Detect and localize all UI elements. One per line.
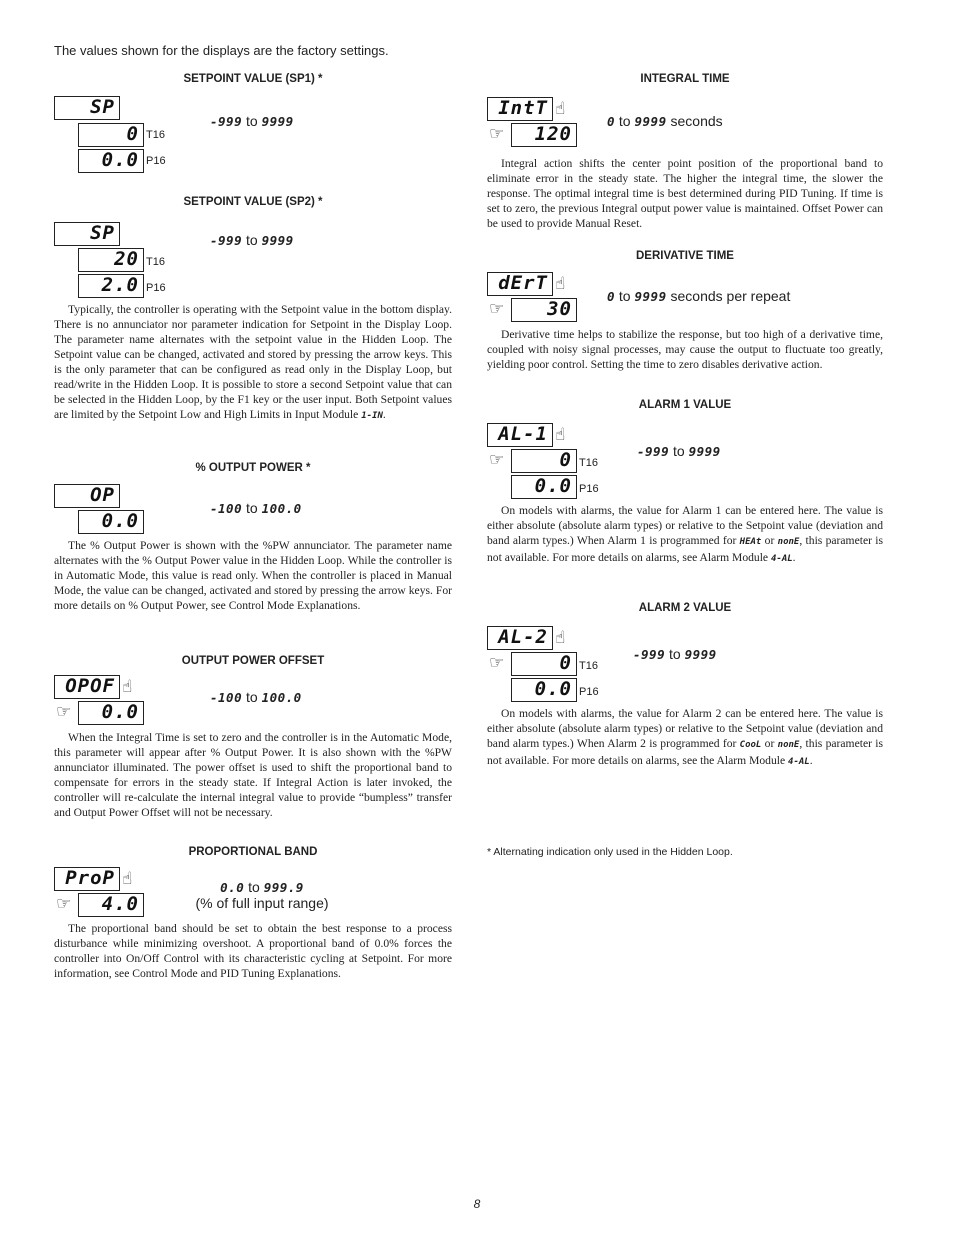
range-to: to [673, 443, 685, 459]
section-heading: ALARM 2 VALUE [638, 602, 732, 614]
range-min: -999 [633, 647, 666, 662]
section-heading: SETPOINT VALUE (SP1) * [183, 73, 323, 85]
top-display: AL-2 [487, 626, 553, 650]
model-tag: T16 [579, 457, 598, 469]
value-range [210, 689, 302, 705]
top-display: dErT [487, 272, 553, 296]
section-heading: ALARM 1 VALUE [638, 399, 732, 411]
range-max: 9999 [688, 444, 721, 459]
model-tag: T16 [146, 256, 165, 268]
bot-display: 4.0 [78, 893, 144, 917]
hand-pointer-up-icon: ☝ [555, 425, 566, 445]
bot-display: 0.0 [78, 149, 144, 173]
parameter-code: HEAt [739, 537, 762, 547]
range-to: to [248, 879, 260, 895]
description-paragraph [54, 302, 452, 424]
footnote: * Alternating indication only used in the Hidden Loop. [487, 846, 733, 858]
paragraph-end: . [792, 551, 796, 564]
mid-display: 20 [78, 248, 144, 272]
hand-pointer-up-icon: ☝ [122, 869, 133, 889]
value-range [637, 443, 721, 459]
top-display: OP [54, 484, 120, 508]
bot-display: 120 [511, 123, 577, 147]
section-output-power-offset [54, 655, 452, 835]
intro-text: The values shown for the displays are the factory settings. [54, 43, 389, 58]
hand-pointer-right-icon: ☞ [489, 450, 505, 470]
paragraph-text: On models with alarms, the value for Alarm 2 can be entered here. The value is either absolute (absolute alarm types) or relative to the Setpoint value (deviation and band alarm types.) When Alarm 2 is programmed for [487, 707, 883, 750]
hand-pointer-right-icon: ☞ [56, 702, 72, 722]
range-min: -100 [210, 690, 243, 705]
top-display: IntT [487, 97, 553, 121]
bot-display: 30 [511, 298, 577, 322]
parameter-code: CooL [739, 740, 762, 750]
range-min: 0.0 [220, 880, 245, 895]
range-unit: seconds per repeat [670, 288, 791, 304]
model-tag: P16 [146, 282, 166, 294]
range-min: -999 [210, 114, 243, 129]
range-to: to [246, 232, 258, 248]
bot-display: 0.0 [78, 701, 144, 725]
range-max: 9999 [634, 289, 667, 304]
paragraph-text: , this parameter is not available. For more details on alarms, see Alarm Module [487, 534, 883, 564]
value-range [633, 646, 717, 662]
bot-display: 0.0 [78, 510, 144, 534]
section-proportional-band [54, 846, 452, 1006]
model-tag: T16 [579, 660, 598, 672]
range-max: 100.0 [261, 690, 302, 705]
description-paragraph: Integral action shifts the center point position of the proportional band to eliminate error in the steady state. The higher the integral time, the slower the response. The optimal integral time is best determined during PID Tuning. If time is set to zero, the previous Integral output power value is maintained. Offset Power can be used to provide Manual Reset. [487, 157, 883, 230]
range-to: to [246, 689, 258, 705]
range-max: 9999 [634, 114, 667, 129]
mid-display: 0 [78, 123, 144, 147]
hand-pointer-right-icon: ☞ [489, 653, 505, 673]
section-heading: PROPORTIONAL BAND [188, 846, 318, 858]
hand-pointer-right-icon: ☞ [489, 124, 505, 144]
section-alarm-2 [487, 602, 883, 792]
bot-display: 0.0 [511, 475, 577, 499]
description-paragraph: When the Integral Time is set to zero and the controller is in the Automatic Mode, this parameter will appear after % Output Power. It is also shown with the %PW annunciator illuminated. The power offset is used to shift the proportional band to compensate for errors in the steady state. If Integral Action is later invoked, the controller will re-calculate the internal integral value to provide “bumpless” transfer and Output Power Offset will not be necessary. [54, 731, 452, 819]
section-alarm-1 [487, 399, 883, 589]
range-max: 9999 [261, 114, 294, 129]
parameter-code: nonE [777, 740, 800, 750]
top-display: SP [54, 222, 120, 246]
section-output-power [54, 462, 452, 632]
paragraph-text: or [764, 737, 775, 750]
range-to: to [618, 113, 631, 129]
range-max: 9999 [261, 233, 294, 248]
range-to: to [246, 113, 258, 129]
module-code: 4-AL [788, 757, 810, 767]
section-heading: INTEGRAL TIME [640, 73, 730, 85]
page-number: 8 [473, 1197, 481, 1211]
range-min: 0 [607, 289, 616, 304]
top-display: SP [54, 96, 120, 120]
value-range [607, 288, 790, 304]
top-display: AL-1 [487, 423, 553, 447]
value-range [210, 232, 294, 248]
description-paragraph [487, 706, 883, 770]
hand-pointer-up-icon: ☝ [555, 99, 566, 119]
section-heading: % OUTPUT POWER * [195, 462, 311, 474]
model-tag: T16 [146, 129, 165, 141]
parameter-code: nonE [777, 537, 800, 547]
range-min: -100 [210, 501, 243, 516]
module-code: 4-AL [770, 554, 793, 564]
section-heading: SETPOINT VALUE (SP2) * [183, 196, 323, 208]
range-to: to [618, 288, 631, 304]
module-code: 1-IN [361, 411, 383, 421]
section-sp2 [54, 196, 452, 436]
hand-pointer-up-icon: ☝ [555, 628, 566, 648]
paragraph-end: . [809, 754, 813, 767]
section-heading: OUTPUT POWER OFFSET [181, 655, 325, 667]
hand-pointer-up-icon: ☝ [122, 677, 133, 697]
model-tag: P16 [579, 483, 599, 495]
description-paragraph: The proportional band should be set to obtain the best response to a process disturbance while minimizing overshoot. A proportional band of 0.0% forces the controller into On/Off Control with its characteristic cycling at Setpoint. For more information, see Control Mode and PID Tuning Explanations. [54, 922, 452, 980]
value-range [210, 500, 302, 516]
bot-display: 0.0 [511, 678, 577, 702]
description-paragraph [487, 503, 883, 567]
range-to: to [246, 500, 258, 516]
description-paragraph: Derivative time helps to stabilize the response, but too high of a derivative time, coupled with noisy signal processes, may cause the output to fluctuate too greatly, yielding poor control. Setting the time to zero disables derivative action. [487, 328, 883, 371]
model-tag: P16 [146, 155, 166, 167]
paragraph-text: or [764, 534, 775, 547]
top-display: ProP [54, 867, 120, 891]
model-tag: P16 [579, 686, 599, 698]
bot-display: 2.0 [78, 274, 144, 298]
range-min: -999 [637, 444, 670, 459]
section-sp1 [54, 73, 452, 183]
value-range [210, 113, 294, 129]
range-min: -999 [210, 233, 243, 248]
section-heading: DERIVATIVE TIME [636, 250, 734, 262]
range-unit: seconds [670, 113, 723, 129]
hand-pointer-up-icon: ☝ [555, 274, 566, 294]
mid-display: 0 [511, 449, 577, 473]
range-min: 0 [607, 114, 616, 129]
paragraph-text: , this parameter is not available. For more details on alarms, see the Alarm Module [487, 737, 883, 767]
paragraph-text: Typically, the controller is operating with the Setpoint value in the bottom display. There is no annunciator nor parameter indication for Setpoint in the Display Loop. The parameter name alternates with the setpoint value in the Hidden Loop. The Setpoint value can be changed, activated and stored by pressing the arrow keys. This is the only parameter that can be configured as read only in the Display Loop, but read/write in the Hidden Loop. It is possible to store a second Setpoint value that can be selected in the Hidden Loop, by the F1 key or the user input. Both Setpoint values are limited by the Setpoint Low and High Limits in Input Module [54, 303, 452, 421]
value-range [182, 879, 342, 911]
range-max: 999.9 [263, 880, 304, 895]
hand-pointer-right-icon: ☞ [56, 894, 72, 914]
paragraph-end: . [382, 408, 386, 421]
range-max: 9999 [684, 647, 717, 662]
paragraph-text: On models with alarms, the value for Alarm 1 can be entered here. The value is either absolute (absolute alarm types) or relative to the Setpoint value (deviation and band alarm types.) When Alarm 1 is programmed for [487, 504, 883, 547]
range-max: 100.0 [261, 501, 302, 516]
description-paragraph: The % Output Power is shown with the %PW annunciator. The parameter name alternates with the % Output Power value in the Hidden Loop. While the controller is in Automatic Mode, this value is read only. When the controller is placed in Manual Mode, the value can be changed, activated and stored by pressing the arrow keys. For more details on % Output Power, see Control Mode Explanations. [54, 539, 452, 612]
value-range [607, 113, 723, 129]
range-to: to [669, 646, 681, 662]
section-derivative-time [487, 250, 883, 380]
hand-pointer-right-icon: ☞ [489, 299, 505, 319]
range-note: (% of full input range) [195, 895, 329, 911]
section-integral-time [487, 73, 883, 233]
top-display: OPOF [54, 675, 120, 699]
mid-display: 0 [511, 652, 577, 676]
